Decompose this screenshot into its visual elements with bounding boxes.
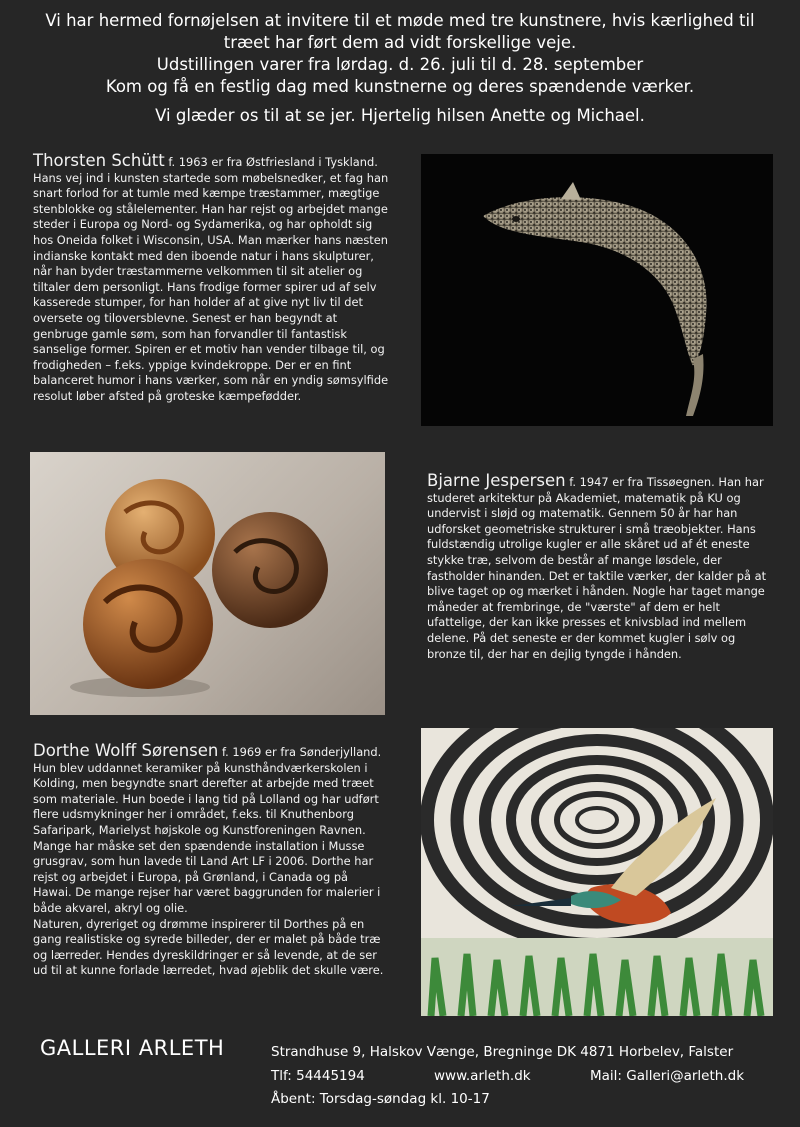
sculpture-photo <box>421 154 773 426</box>
artist-text: f. 1947 er fra Tissøegnen. Han har studeret arkitektur på Akademiet, matematik på KU og undervist i sløjd og matematik. Gennem 50 år har han udforsket geometriske strukturer i små træobjekter. Hans fuldstændig utrolige kugler er alle skåret ud af ét eneste stykke træ, selvom de består af mange løsdele, der fastholder hinanden. Det er taktile værker, der kalder på at blive taget op og mærket i hånden. Nogle har taget mange måneder at frembringe, de "værste" af dem er helt ufattelige, der kan ikke presses et knivsblad ind mellem delene. På det seneste er der kommet kugler i sølv og bronze til, der har en dejlig tyngde i hånden. <box>427 475 767 661</box>
artist-text-continued: Naturen, dyreriget og drømme inspirerer til Dorthes på en gang realistiske og syrede billeder, der er malet på både træ og lærreder. Hendes dyreskildringer er så levende, at de ser ud til at kunne forlade lærredet, hvad øjeblik det skulle være. <box>33 916 384 978</box>
artist-bio-dorthe <box>33 742 390 979</box>
wooden-spheres-photo <box>30 452 385 715</box>
gallery-email[interactable]: Mail: Galleri@arleth.dk <box>590 1068 745 1084</box>
artist-bio-bjarne <box>427 472 772 662</box>
intro-line: Kom og få en festlig dag med kunstnerne og deres spændende værker. <box>105 77 695 96</box>
artist-name: Bjarne Jespersen <box>427 471 566 490</box>
artist-bio-thorsten <box>33 152 390 405</box>
intro-line: Udstillingen varer fra lørdag. d. 26. juli til d. 28. september <box>156 55 644 74</box>
intro-line: Vi har hermed fornøjelsen at invitere til et møde med tre kunstnere, hvis kærlighed til <box>45 11 755 30</box>
intro-greeting: Vi glæder os til at se jer. Hjertelig hilsen Anette og Michael. <box>155 106 645 125</box>
gallery-address: Strandhuse 9, Halskov Vænge, Bregninge DK 4871 Horbelev, Falster <box>271 1044 734 1060</box>
opening-hours: Åbent: Torsdag-søndag kl. 10-17 <box>271 1091 490 1107</box>
gallery-website[interactable]: www.arleth.dk <box>434 1068 531 1084</box>
intro-line: træet har ført dem ad vidt forskellige veje. <box>223 33 577 52</box>
spiral-duck-painting <box>421 728 773 1016</box>
artist-text: f. 1963 er fra Østfriesland i Tyskland. Hans vej ind i kunsten startede som møbelsnedker, et fag han snart forlod for at tumle med kæmpe træstammer, mægtige stenblokke og stålelementer. Han har rejst og arbejdet mange steder i Europa og Nord- og Sydamerika, og har opholdt sig hos Oneida folket i Wisconsin, USA. Man mærker hans næsten indianske kontakt med den iboende natur i hans skulpturer, når han byder træstammerne velkommen til sit atelier og tiltaler dem personligt. Hans frodige former spirer ud af selv kasserede stumper, for han holder af at give nyt liv til det oversete og tiloversblevne. Senest er han begyndt at genbruge gamle søm, som han forvandler til fantastisk sanselige former. Spiren er et motiv han vender tilbage til, og frodigheden – f.eks. yppige kvindekroppe. Der er en fint balanceret humor i hans værker, som når en yndig sømsylfide resolut løber afsted på groteske kæmpefødder. <box>33 155 389 403</box>
artist-name: Thorsten Schütt <box>33 151 165 170</box>
artist-text: f. 1969 er fra Sønderjylland. Hun blev uddannet keramiker på kunsthåndværkerskolen i Kolding, men begyndte snart derefter at arbejde med træet som materiale. Hun boede i lang tid på Lolland og har udført flere udsmykninger her i området, f.eks. til Knuthenborg Safaripark, Marielyst højskole og Kunstforeningen Ravnen. Mange har måske set den spændende installation i Musse grusgrav, som hun lavede til Land Art LF i 2006. Dorthe har rejst og arbejdet i Europa, på Grønland, i Canada og på Hawai. De mange rejser har været baggrunden for malerier i både akvarel, akryl og olie. <box>33 745 382 915</box>
gallery-phone: Tlf: 54445194 <box>271 1068 365 1084</box>
gallery-name: GALLERI ARLETH <box>40 1036 225 1060</box>
artist-name: Dorthe Wolff Sørensen <box>33 741 219 760</box>
invitation-intro <box>0 10 800 127</box>
